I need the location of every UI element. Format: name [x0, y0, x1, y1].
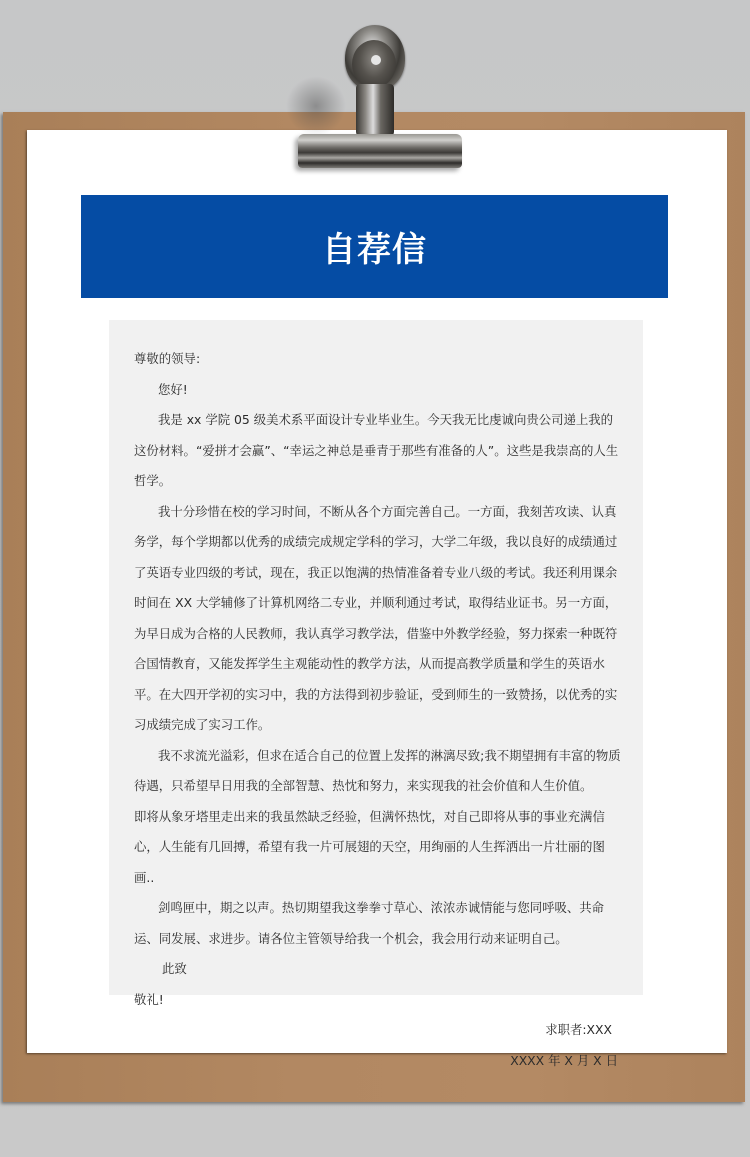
- letter-body-box: [109, 320, 643, 1068]
- closing-cizhi: 此致: [162, 961, 187, 976]
- closing-jingli: 敬礼!: [134, 991, 164, 1007]
- letter-date: XXXX 年 X 月 X 日: [510, 1052, 618, 1068]
- signature: 求职者:XXX: [545, 1022, 612, 1037]
- paragraph-request: 剑鸣匣中，期之以声。热切期望我这拳拳寸草心、浓浓赤诚情能与您同呼吸、共命运、同发展、求进步。请各位主管领导给我一个机会，我会用行动来证明自己。: [134, 900, 605, 946]
- letter-text: [134, 344, 622, 1076]
- paragraph-ambition: 我不求流光溢彩，但求在适合自己的位置上发挥的淋漓尽致;我不期望拥有丰富的物质待遇，只希望早日用我的全部智慧、热忱和努力，来实现我的社会价值和人生价值。: [134, 747, 621, 793]
- paragraph-intro: 我是 xx 学院 05 级美术系平面设计专业毕业生。今天我无比虔诚向贵公司递上我的这份材料。“爱拼才会赢”、“幸运之神总是垂青于那些有准备的人”。这些是我崇高的人生哲学。: [134, 412, 619, 488]
- title-banner: [81, 195, 668, 298]
- page-title: 自荐信: [322, 230, 427, 270]
- greeting: 您好!: [158, 381, 188, 397]
- paragraph-confidence: 即将从象牙塔里走出来的我虽然缺乏经验，但满怀热忱，对自己即将从事的事业充满信心，人生能有几回搏，希望有我一片可展翅的天空，用绚丽的人生挥洒出一片壮丽的图画..: [134, 808, 605, 885]
- paragraph-study: 我十分珍惜在校的学习时间，不断从各个方面完善自己。一方面，我刻苦攻读、认真务学，每个学期都以优秀的成绩完成规定学科的学习，大学二年级，我以良好的成绩通过了英语专业四级的考试，现在，我正以饱满的热情准备着专业八级的考试。我还利用课余时间在 XX 大学辅修了计算机网络二专业，并顺利通过考试，取得结业证书。另一方面，为早日成为合格的人民教师，我认真学习教学法，借鉴中外教学经验，努力探索一种既符合国情教育，又能发挥学生主观能动性的教学方法，从而提高教学质量和学生的英语水平。在大四开学初的实习中，我的方法得到初步验证，受到师生的一致赞扬，以优秀的实习成绩完成了实习工作。: [134, 503, 618, 732]
- salutation: 尊敬的领导:: [134, 351, 201, 366]
